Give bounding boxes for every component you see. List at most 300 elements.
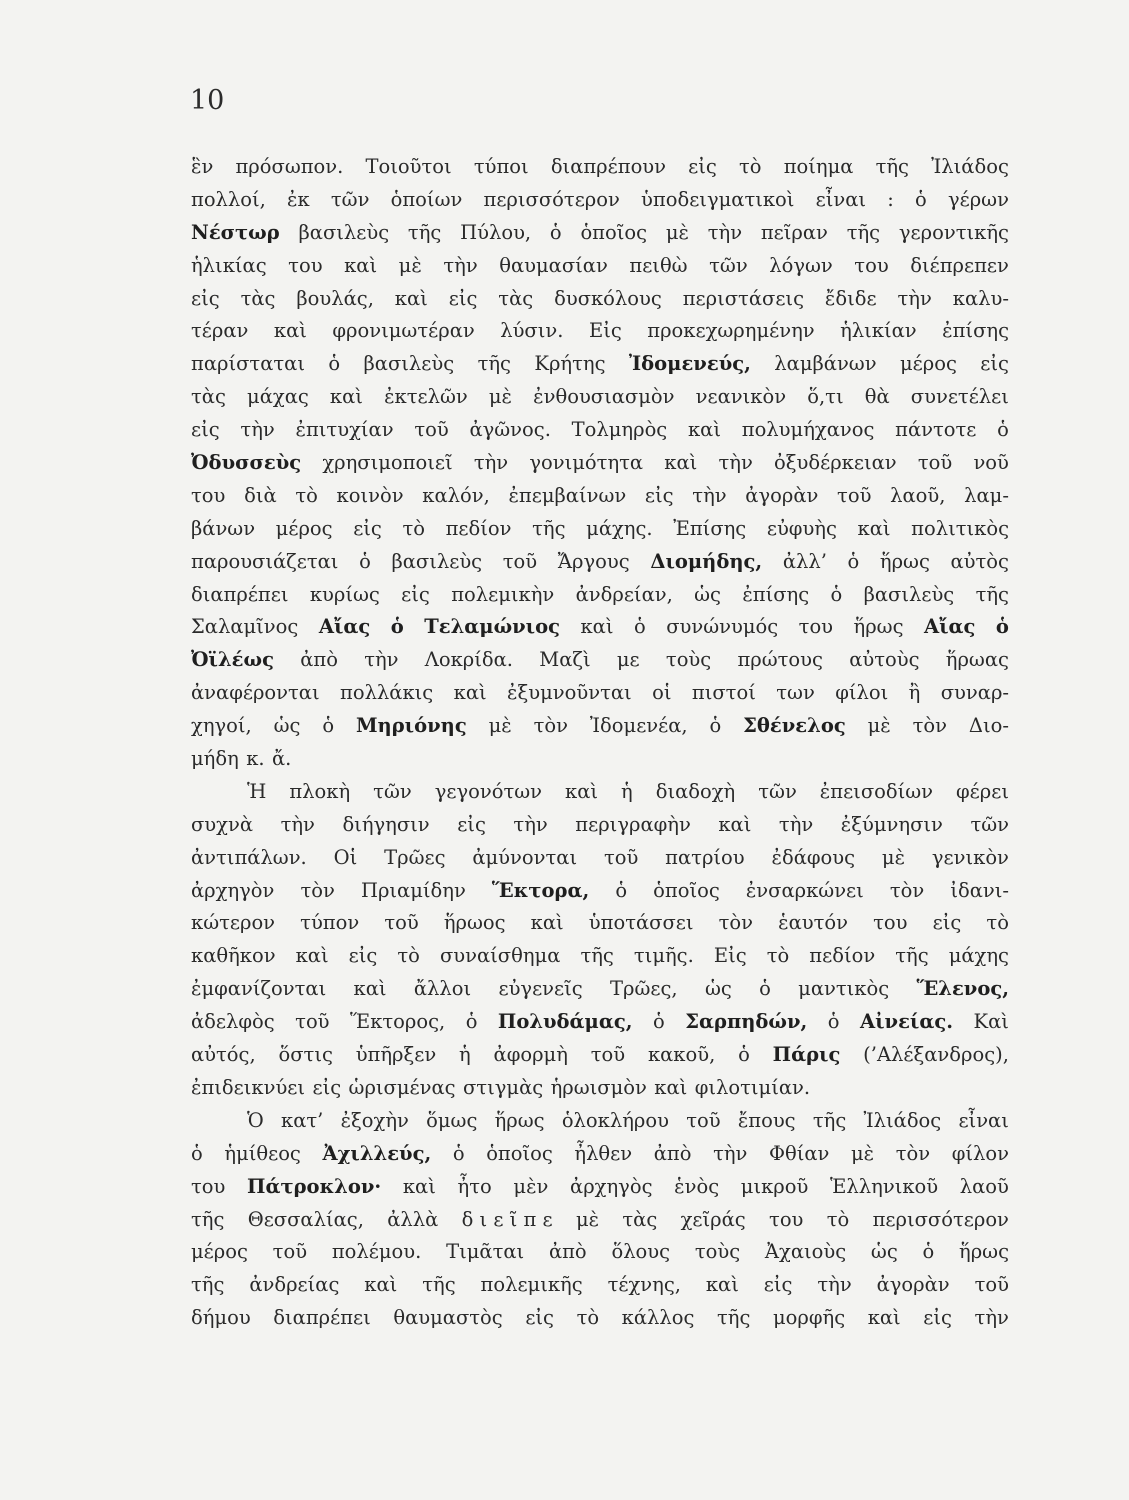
word: τοῦ <box>590 1043 626 1067</box>
text-line <box>191 907 1009 940</box>
word: τὴν <box>364 648 399 672</box>
word: Ἰλιάδος <box>863 1108 942 1132</box>
word: ἡρωισμὸν <box>550 1075 647 1099</box>
word: τοῦ <box>917 451 953 475</box>
word: ὡς <box>704 977 732 1001</box>
text-line <box>191 776 1009 809</box>
word: περισσότερον <box>483 187 620 211</box>
bold-name: Ἕκτορα, <box>491 878 590 902</box>
word: τῆς <box>532 516 566 540</box>
text-line <box>191 546 1009 579</box>
word: Ἑλληνικοῦ <box>830 1174 939 1198</box>
word: ὁ <box>633 615 646 639</box>
text-line <box>191 644 1009 677</box>
word: τὸ <box>397 944 420 968</box>
word: ὁ <box>191 1141 203 1165</box>
word: μὲ <box>881 845 906 869</box>
word: τὴν <box>713 1141 748 1165</box>
text-line <box>191 480 1009 513</box>
word: τοῦ <box>974 1273 1009 1297</box>
word: ὁποίων <box>390 187 463 211</box>
bold-name: Αἴας <box>318 615 371 639</box>
word: βάνων <box>191 516 256 540</box>
word: τὴν <box>692 483 727 507</box>
word: ὅ,τι <box>807 385 844 409</box>
word: ἀρχηγὸς <box>570 1174 653 1198</box>
text-line <box>191 184 1009 217</box>
word: βασιλεὺς <box>363 352 455 376</box>
bold-name: Ἕλενος, <box>916 977 1009 1001</box>
word: ἐπιδεικνύει <box>191 1075 306 1099</box>
word: πεδίον <box>445 516 512 540</box>
word: εἰς <box>191 286 220 310</box>
word: τῆς <box>191 1207 225 1231</box>
word: τὰς <box>240 286 276 310</box>
word: ὁ <box>359 549 371 573</box>
word: Θεσσαλίας, <box>247 1207 364 1231</box>
text-line <box>191 381 1009 414</box>
word: τὸν <box>718 911 754 935</box>
word: καθῆκον <box>191 944 276 968</box>
word: μέρος <box>899 352 957 376</box>
word: ὅμως <box>426 1108 478 1132</box>
text-line <box>191 217 1009 250</box>
word: παρίσταται <box>191 352 305 376</box>
word: ὡς <box>870 1240 898 1264</box>
bold-name: Αἴας <box>923 615 976 639</box>
word: πρόσωπον. <box>235 155 344 178</box>
word: μάχας <box>247 385 309 409</box>
word: τῶν <box>970 812 1009 836</box>
word: νεανικὸν <box>695 385 787 409</box>
word: ἐξύμνησιν <box>840 812 943 836</box>
word: ἀδελφὸς <box>191 1010 275 1034</box>
word: φρονιμωτέραν <box>332 319 475 343</box>
word: (’Αλέξανδρος), <box>863 1043 1009 1067</box>
word: καὶ <box>664 451 698 475</box>
word: βασιλεὺς <box>391 549 483 573</box>
word: ἥρως <box>494 1108 545 1132</box>
word: διέπρεπεν <box>910 253 1009 277</box>
word: οἱ <box>652 681 672 705</box>
bold-name: Ὀδυσσεὺς <box>191 451 302 475</box>
bold-name: Ἀχιλλεύς, <box>322 1141 432 1165</box>
word: τῆς <box>717 1306 751 1330</box>
text-line <box>191 1039 1009 1072</box>
word: ὡρισμένας <box>348 1075 456 1099</box>
word: λαοῦ <box>959 1174 1009 1198</box>
word: γεροντικῆς <box>898 220 1009 244</box>
word: ὁ <box>549 220 562 244</box>
word: ἔπους <box>737 1108 796 1132</box>
word: καὶ <box>353 977 387 1001</box>
word: τοῦ <box>272 1240 308 1264</box>
word: ἐπίσης <box>942 319 1009 343</box>
word: τοῦ <box>603 845 639 869</box>
word: βασιλεὺς <box>863 582 955 606</box>
word: λαμ- <box>964 483 1009 507</box>
word: τὴν <box>974 1306 1009 1330</box>
word: ἄ. <box>271 747 292 771</box>
bold-name: ὁ <box>390 615 404 639</box>
word: λαοῦ, <box>890 483 946 507</box>
text-line <box>191 1138 1009 1171</box>
word: Ἄργους <box>557 549 630 573</box>
word: τῶν <box>373 779 412 803</box>
bold-name: Πάρις <box>772 1043 841 1067</box>
word: Ἰδομενέα, <box>589 714 688 738</box>
word: του <box>288 253 323 277</box>
word: ἓν <box>191 155 214 178</box>
word: τοῦ <box>414 418 449 442</box>
word: κάλλος <box>621 1306 695 1330</box>
word: τοὺς <box>694 1240 741 1264</box>
word: διὰ <box>244 483 277 507</box>
text-line <box>191 1006 1009 1039</box>
bold-name: Διομήδης, <box>650 549 763 573</box>
word: ἦτο <box>457 1174 492 1198</box>
word: του <box>798 615 834 639</box>
bold-name: Πολυδάμας, <box>497 1010 633 1034</box>
word: φέρει <box>956 779 1009 803</box>
word: ὑποτάσσει <box>588 911 694 935</box>
word: πρώτους <box>737 648 823 672</box>
bold-name: Αἰνείας. <box>859 1010 954 1034</box>
word: ἦλθεν <box>574 1141 633 1165</box>
word: ὁ <box>328 352 341 376</box>
word: ἡλικίαν <box>840 319 917 343</box>
bold-name: Τελαμώνιος <box>424 615 560 639</box>
word: τὸ <box>766 944 790 968</box>
bold-name: Σθένελος <box>743 714 846 738</box>
word: ὑποδειγματικοὶ <box>641 187 795 211</box>
word: τῆς <box>407 220 442 244</box>
word: τὴν <box>280 812 315 836</box>
word: Ὁ <box>247 1108 264 1132</box>
word: τοῦ <box>295 1010 330 1034</box>
word: καλόν, <box>422 483 490 507</box>
word: εἰς <box>980 352 1009 376</box>
word: ἐμφανίζονται <box>191 977 327 1001</box>
word: εὐφυὴς <box>766 516 837 540</box>
word: του <box>873 911 908 935</box>
word: του <box>191 483 226 507</box>
word: δ ι ε ῖ π ε <box>461 1207 553 1231</box>
word: ὁποῖος <box>580 220 648 244</box>
word: ἄλλοι <box>413 977 472 1001</box>
word: διαπρέπει <box>191 582 289 606</box>
word: τύποι <box>473 155 529 178</box>
word: πατρίου <box>665 845 745 869</box>
word: καὶ <box>565 779 599 803</box>
word: περιγραφὴν <box>575 812 691 836</box>
word: πειθὼ <box>629 253 688 277</box>
word: τὸ <box>402 516 425 540</box>
word: χεῖράς <box>680 1207 746 1231</box>
word: πολυμήχανος <box>741 418 875 442</box>
word: κώτερον <box>191 911 276 935</box>
word: ἔδιδε <box>824 286 877 310</box>
word: : <box>887 187 894 211</box>
word: τὸ <box>739 155 762 178</box>
word: τὴν <box>718 451 753 475</box>
word: καὶ <box>580 615 614 639</box>
word: κατ’ <box>281 1108 324 1132</box>
word: καλυ- <box>952 286 1009 310</box>
word: ἡ <box>621 779 633 803</box>
word: ἐκ <box>287 187 310 211</box>
word: ὁ <box>759 977 771 1001</box>
word: ἥρως <box>959 1240 1009 1264</box>
word: συχνὰ <box>191 812 254 836</box>
word: ἐκτελῶν <box>384 385 468 409</box>
word: ἐξυμνοῦνται <box>507 681 632 705</box>
word: τῆς <box>191 1273 225 1297</box>
word: ἀπὸ <box>548 1240 587 1264</box>
word: καὶ <box>364 1273 398 1297</box>
text-line <box>191 710 1009 743</box>
word: καὶ <box>718 812 752 836</box>
word: κακοῦ, <box>647 1043 716 1067</box>
word: λόγων <box>769 253 833 277</box>
word: μορφῆς <box>772 1306 846 1330</box>
word: ἀγῶνος. <box>469 418 551 442</box>
word: περιστάσεις <box>682 286 804 310</box>
word: δήμου <box>191 1306 251 1330</box>
word: γενικὸν <box>931 845 1009 869</box>
word: καὶ <box>867 1306 901 1330</box>
word: μὲ <box>665 220 689 244</box>
word: ἐπίσης <box>742 582 810 606</box>
word: γονιμότητα <box>529 451 644 475</box>
bold-name: Μηριόνης <box>355 714 467 738</box>
word: τὸ <box>295 483 318 507</box>
word: αὐτός, <box>191 1043 256 1067</box>
word: με <box>616 648 640 672</box>
word: τὰς <box>622 1207 658 1231</box>
word: εἰς <box>688 155 717 178</box>
word: μὲ <box>867 714 891 738</box>
word: διαδοχὴ <box>655 779 736 803</box>
word: αὐτοὺς <box>849 648 920 672</box>
word: καὶ <box>857 516 891 540</box>
word: τῆς <box>477 352 511 376</box>
word: μαντικὸς <box>798 977 890 1001</box>
word: τὸν <box>912 714 947 738</box>
word: πολλάκις <box>340 681 434 705</box>
word: τῶν <box>709 253 748 277</box>
text-line <box>191 1105 1009 1138</box>
word: ὅστις <box>278 1043 333 1067</box>
word: καὶ <box>705 1273 739 1297</box>
word: τῆς <box>422 1273 456 1297</box>
text-line <box>191 348 1009 381</box>
word: Πύλου, <box>460 220 532 244</box>
word: ἰδανι- <box>950 878 1009 902</box>
word: συναίσθημα <box>439 944 561 968</box>
word: Εἰς <box>588 319 622 343</box>
word: περισσότερον <box>872 1207 1009 1231</box>
word: εἰς <box>348 944 378 968</box>
text-line <box>191 151 1009 184</box>
word: καὶ <box>273 319 307 343</box>
word: ἀμύνονται <box>472 845 578 869</box>
word: τῶν <box>330 187 370 211</box>
word: ὁ <box>452 1141 465 1165</box>
word: καὶ <box>687 418 721 442</box>
text-line <box>191 611 1009 644</box>
word: πεῖραν <box>760 220 828 244</box>
word: Οἱ <box>333 845 358 869</box>
word: τῆς <box>580 944 614 968</box>
word: βουλάς, <box>296 286 374 310</box>
word: τιμῆς. <box>633 944 694 968</box>
text-line <box>191 315 1009 348</box>
word: ὁ <box>465 1010 478 1034</box>
word: ὁποῖος <box>653 878 720 902</box>
word: μέρος <box>191 1240 248 1264</box>
text-line <box>191 579 1009 612</box>
word: ἡλικίας <box>191 253 267 277</box>
word: τοῦ <box>686 1108 721 1132</box>
text-line <box>191 743 1009 776</box>
word: νοῦ <box>973 451 1009 475</box>
word: δυσκόλους <box>554 286 662 310</box>
word: ὁ <box>615 878 628 902</box>
word: τῆς <box>812 1108 847 1132</box>
text-line <box>191 677 1009 710</box>
word: διαπρέπουν <box>550 155 667 178</box>
bold-name: Σαρπηδών, <box>685 1010 808 1034</box>
word: φίλοι <box>835 681 889 705</box>
word: τῆς <box>895 944 929 968</box>
word: παρουσιάζεται <box>191 549 339 573</box>
word: Τρῶες <box>384 845 446 869</box>
word: καὶ <box>394 286 428 310</box>
word: εἰς <box>353 516 382 540</box>
word: εἰς <box>923 1306 952 1330</box>
word: ὁ <box>847 549 860 573</box>
text-line <box>191 875 1009 908</box>
word: τὸν <box>300 878 335 902</box>
word: ἐπιτυχίαν <box>295 418 394 442</box>
word: ἥρως <box>879 549 930 573</box>
word: πιστοί <box>691 681 756 705</box>
word: γεγονότων <box>434 779 542 803</box>
word: ὁ <box>322 714 335 738</box>
word: τοῦ <box>502 549 538 573</box>
word: ἡ <box>459 1043 471 1067</box>
word: διήγησιν <box>342 812 430 836</box>
bold-name: Πάτροκλον· <box>247 1174 382 1198</box>
word: καὶ <box>453 681 487 705</box>
word: καὶ <box>329 385 363 409</box>
word: μικροῦ <box>740 1174 809 1198</box>
word: καὶ <box>344 253 378 277</box>
word: ὁ <box>652 1010 665 1034</box>
word: εἶναι <box>815 187 867 211</box>
word: πάντοτε <box>895 418 977 442</box>
word: ἀλλ’ <box>782 549 827 573</box>
word: μάχης. <box>586 516 653 540</box>
word: εἰς <box>191 418 220 442</box>
text-line <box>191 973 1009 1006</box>
word: μὲ <box>575 1207 600 1231</box>
word: τὸ <box>986 911 1009 935</box>
word: τὸν <box>889 878 925 902</box>
word: ἀλλὰ <box>387 1207 439 1231</box>
word: ἀντιπάλων. <box>191 845 307 869</box>
word: ἀνδρείαν, <box>575 582 673 606</box>
word: λαμβάνων <box>774 352 877 376</box>
word: προκεχωρημένην <box>647 319 815 343</box>
word: αὐτὸς <box>950 549 1009 573</box>
word: ἀπὸ <box>300 648 338 672</box>
word: Ἐπίσης <box>673 516 747 540</box>
word: μὲ <box>398 253 422 277</box>
word: ὁποῖος <box>486 1141 553 1165</box>
word: τοὺς <box>665 648 712 672</box>
word: Τιμᾶται <box>446 1240 525 1264</box>
word: Μαζὶ <box>539 648 591 672</box>
word: Σαλαμῖνος <box>191 615 299 639</box>
word: ἐνθουσιασμὸν <box>533 385 675 409</box>
word: ἀνδρείας <box>249 1273 340 1297</box>
word: ἀρχηγὸν <box>191 878 275 902</box>
word: ὑπῆρξεν <box>355 1043 437 1067</box>
bold-name: ὁ <box>995 615 1009 639</box>
word: ὁ <box>709 714 722 738</box>
word: καὶ <box>295 944 329 968</box>
word: εἰς <box>763 1273 793 1297</box>
word: μὲ <box>850 1141 875 1165</box>
word: στιγμὰς <box>463 1075 544 1099</box>
word: καὶ <box>402 1174 436 1198</box>
word: εἰς <box>525 1306 554 1330</box>
word: Ἰλιάδος <box>931 155 1009 178</box>
word: μάχης <box>948 944 1009 968</box>
bold-name: Νέστωρ <box>191 220 280 244</box>
word: Διο- <box>968 714 1009 738</box>
word: θὰ <box>864 385 890 409</box>
word: ὁ <box>738 1043 750 1067</box>
word: Λοκρίδα. <box>424 648 514 672</box>
word: πεδίον <box>809 944 876 968</box>
word: ἀφορμὴ <box>493 1043 568 1067</box>
word: εἰς <box>312 1075 342 1099</box>
page-number: 10 <box>190 85 225 116</box>
word: μὲ <box>488 714 512 738</box>
word: τὸν <box>533 714 568 738</box>
word: Εἰς <box>713 944 747 968</box>
text-line <box>191 1269 1009 1302</box>
word: φίλον <box>951 1141 1009 1165</box>
word: ἀναφέρονται <box>191 681 320 705</box>
word: μὲν <box>513 1174 549 1198</box>
text-line <box>191 1171 1009 1204</box>
word: Τολμηρὸς <box>571 418 668 442</box>
word: τὴν <box>240 418 275 442</box>
word: πολεμικὴν <box>451 582 555 606</box>
word: ἥρως <box>853 615 904 639</box>
word: καὶ <box>654 1075 688 1099</box>
word: χηγοί, <box>191 714 252 738</box>
word: εἰς <box>457 812 486 836</box>
word: ἥρωος <box>443 911 506 935</box>
text-line <box>191 250 1009 283</box>
word: Φθίαν <box>768 1141 830 1165</box>
word: συναρ- <box>940 681 1009 705</box>
